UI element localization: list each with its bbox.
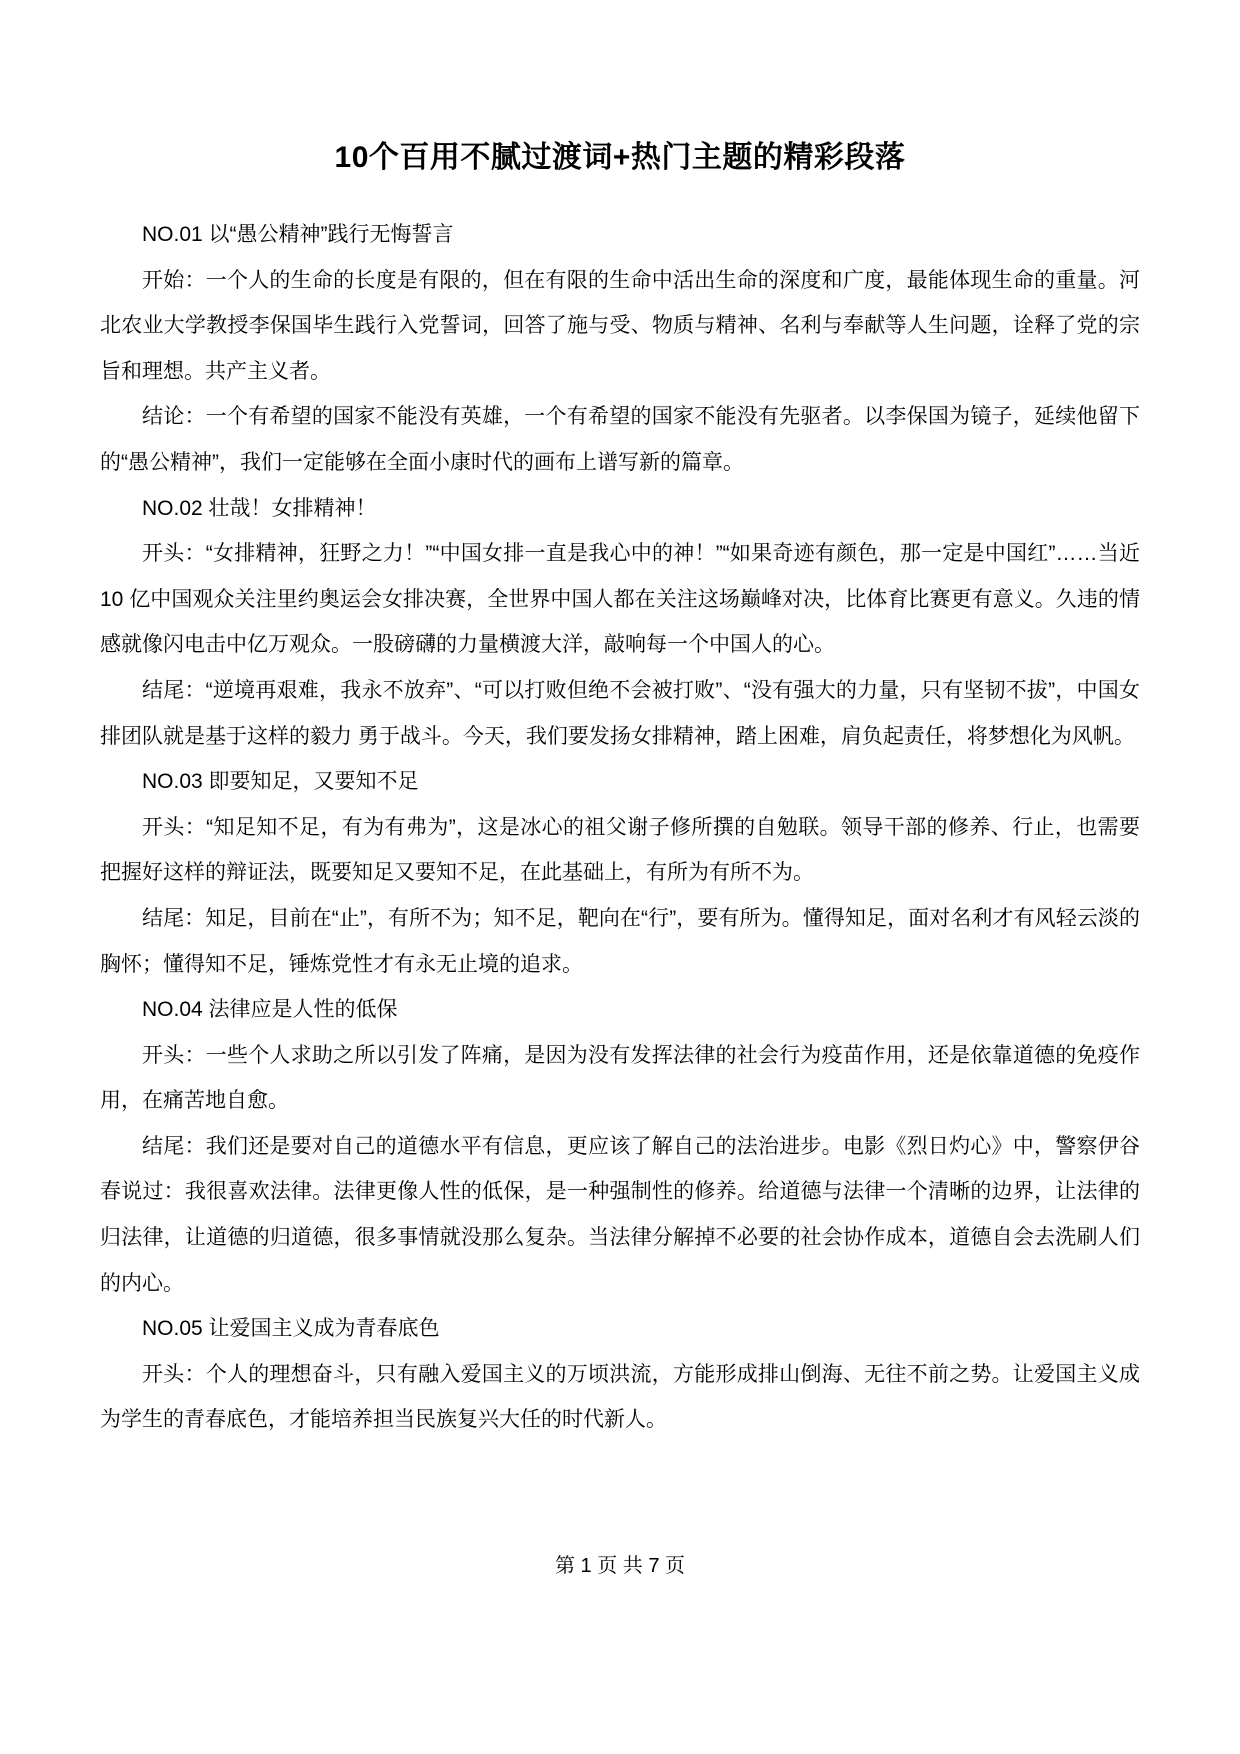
- body-paragraph: 开头：一些个人求助之所以引发了阵痛，是因为没有发挥法律的社会行为疫苗作用，还是依靠道德的免疫作用，在痛苦地自愈。: [100, 1043, 1140, 1113]
- body-paragraph: 开头：“知足知不足，有为有弗为”，这是冰心的祖父谢子修所撰的自勉联。领导干部的修养、行止，也需要把握好这样的辩证法，既要知足又要知不足，在此基础上，有所为有所不为。: [100, 815, 1140, 885]
- document-body: [100, 212, 1140, 1443]
- body-paragraph: 结尾：“逆境再艰难，我永不放弃”、“可以打败但绝不会被打败”、“没有强大的力量，只有坚韧不拔”，中国女排团队就是基于这样的毅力 勇于战斗。今天，我们要发扬女排精神，踏上困难，肩负起责任，将梦想化为风帆。: [100, 678, 1140, 748]
- section-heading: NO.05 让爱国主义成为青春底色: [142, 1317, 440, 1341]
- body-paragraph: 结尾：我们还是要对自己的道德水平有信息，更应该了解自己的法治进步。电影《烈日灼心》中，警察伊谷春说过：我很喜欢法律。法律更像人性的低保，是一种强制性的修养。给道德与法律一个清晰的边界，让法律的归法律，让道德的归道德，很多事情就没那么复杂。当法律分解掉不必要的社会协作成本，道德自会去洗刷人们的内心。: [100, 1134, 1140, 1295]
- body-paragraph: 开头：个人的理想奋斗，只有融入爱国主义的万顷洪流，方能形成排山倒海、无往不前之势。让爱国主义成为学生的青春底色，才能培养担当民族复兴大任的时代新人。: [100, 1362, 1140, 1432]
- body-paragraph: 开始：一个人的生命的长度是有限的，但在有限的生命中活出生命的深度和广度，最能体现生命的重量。河北农业大学教授李保国毕生践行入党誓词，回答了施与受、物质与精神、名利与奉献等人生问题，诠释了党的宗旨和理想。共产主义者。: [100, 268, 1140, 383]
- section-heading: NO.04 法律应是人性的低保: [142, 998, 398, 1022]
- section-heading: NO.01 以“愚公精神”践行无悔誓言: [142, 223, 454, 246]
- body-paragraph: 开头：“女排精神，狂野之力！”“中国女排一直是我心中的神！”“如果奇迹有颜色，那一定是中国红”……当近 10 亿中国观众关注里约奥运会女排决赛，全世界中国人都在关注这场巅峰对决，比体育比赛更有意义。久违的情感就像闪电击中亿万观众。一股磅礴的力量横渡大洋，敲响每一个中国人的心。: [100, 542, 1140, 657]
- body-paragraph: 结尾：知足，目前在“止”，有所不为；知不足，靶向在“行”，要有所为。懂得知足，面对名利才有风轻云淡的胸怀；懂得知不足，锤炼党性才有永无止境的追求。: [100, 906, 1140, 976]
- section-heading: NO.03 即要知足，又要知不足: [142, 770, 419, 794]
- page-title: 10个百用不腻过渡词+热门主题的精彩段落: [334, 141, 906, 174]
- page-number-footer: 第 1 页 共 7 页: [554, 1555, 686, 1577]
- section-heading: NO.02 壮哉！女排精神！: [142, 496, 377, 520]
- body-paragraph: 结论：一个有希望的国家不能没有英雄，一个有希望的国家不能没有先驱者。以李保国为镜子，延续他留下的“愚公精神”，我们一定能够在全面小康时代的画布上谱写新的篇章。: [100, 405, 1140, 474]
